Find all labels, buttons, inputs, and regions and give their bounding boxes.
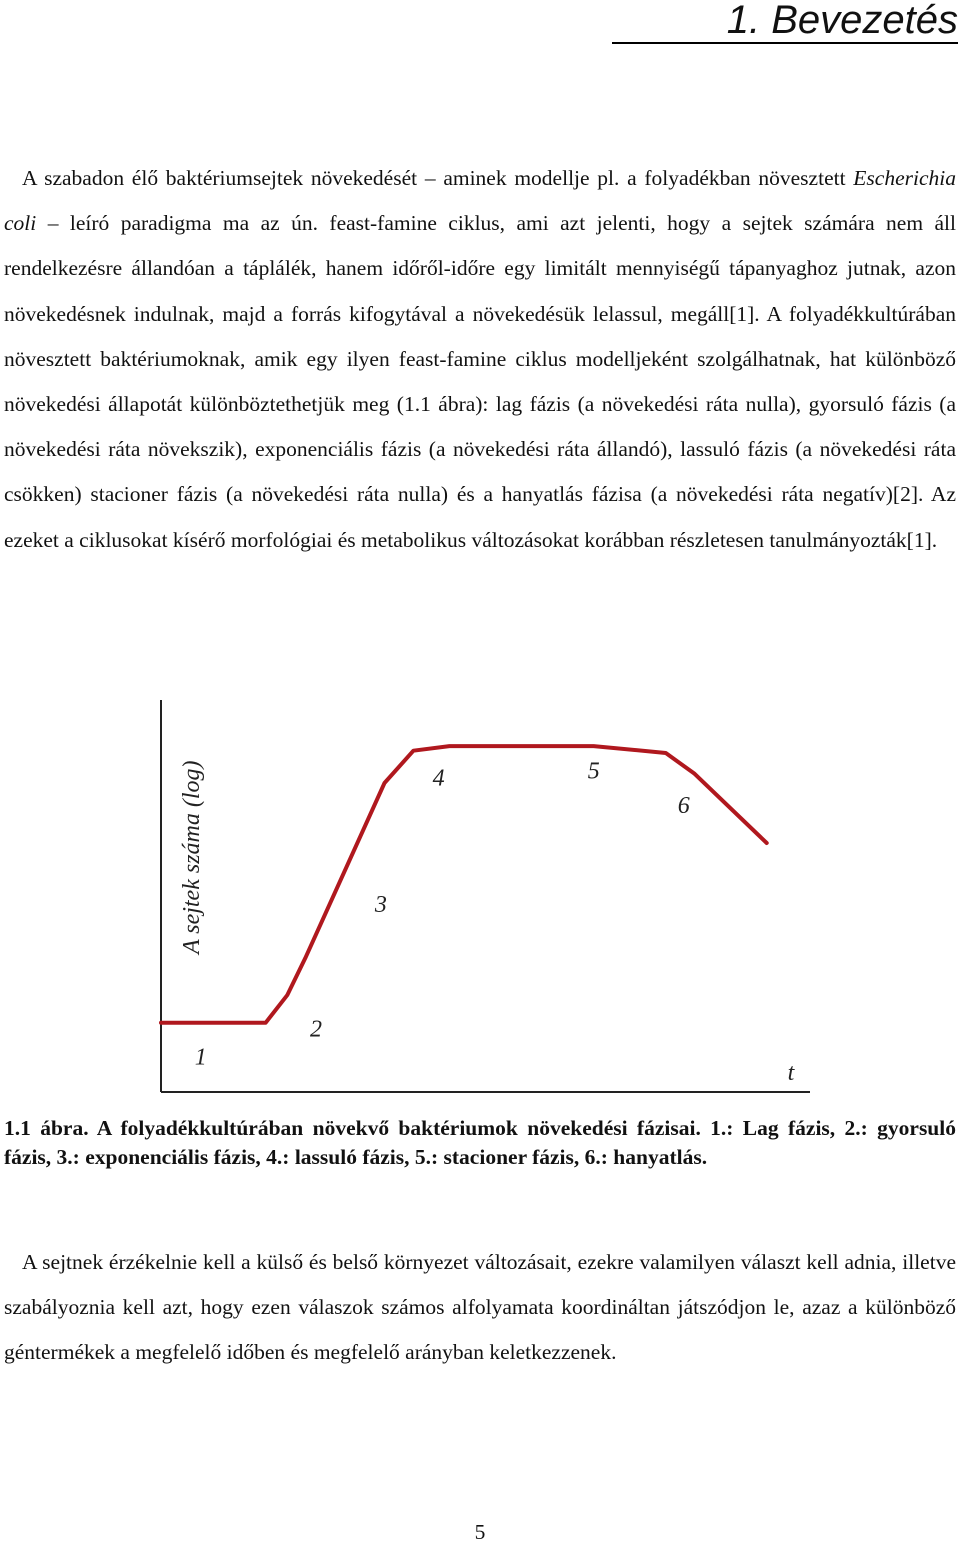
species-name: Escherichia coli bbox=[4, 166, 956, 236]
figure-caption: 1.1 ábra. A folyadékkultúrában növekvő baktériumok növekedési fázisai. 1.: Lag fázis, 2.: gyorsuló fázis, 3.: exponenciális fázis, 4.: lassuló fázis, 5.: stacioner fázis, 6.: hanyatlás. bbox=[4, 1116, 956, 1169]
phase-label-5: 5 bbox=[587, 758, 600, 785]
paragraph-text-rest: – leíró paradigma ma az ún. feast-famine ciklus, ami azt jelenti, hogy a sejtek számára nem áll rendelkezésre állandóan a táplálék, hanem időről-időre egy limitált mennyiségű tápanyaghoz jutnak, azon növekedésnek indulnak, majd a forrás kifogytával a növekedésük lelassul, megáll[1]. A folyadékkultúrában növesztett baktériumoknak, amik egy ilyen feast-famine ciklus modelljeként szolgálhatnak, hat különböző növekedési állapotát különböztethetjük meg (1.1 ábra): lag fázis (a növekedési ráta nulla), gyorsuló fázis (a növekedési ráta növekszik), exponenciális fázis (a növekedési ráta állandó), lassuló fázis (a növekedési ráta csökken) stacioner fázis (a növekedési ráta nulla) és a hanyatlás fázisa (a növekedési ráta negatív)[2]. Az ezeket a ciklusokat kísérő morfológiai és metabolikus változásokat korábban részletesen tanulmányozták[1]. bbox=[4, 211, 956, 552]
phase-label-3: 3 bbox=[374, 892, 387, 919]
growth-curve-chart bbox=[155, 700, 815, 1100]
x-axis-label: t bbox=[787, 1060, 795, 1086]
phase-label-2: 2 bbox=[310, 1016, 322, 1043]
growth-curve-line bbox=[161, 746, 767, 1023]
paragraph-text-start: A szabadon élő baktériumsejtek növekedését – aminek modellje pl. a folyadékban növesztett bbox=[22, 166, 854, 190]
intro-paragraph bbox=[4, 156, 956, 563]
page-number: 5 bbox=[474, 1520, 486, 1544]
phase-label-6: 6 bbox=[677, 793, 690, 819]
phase-label-4: 4 bbox=[432, 765, 445, 792]
body-paragraph: A sejtnek érzékelnie kell a külső és belső környezet változásait, ezekre valamilyen választ kell adnia, illetve szabályoznia kell azt, hogy ezen válaszok számos alfolyamata koordináltan játszódjon le, azaz a különböző géntermékek a megfelelő időben és megfelelő arányban keletkezzenek. bbox=[4, 1250, 956, 1365]
y-axis-label: A sejtek száma (log) bbox=[179, 760, 205, 954]
growth-curve-figure bbox=[155, 700, 815, 1100]
chapter-heading: 1. Bevezetés bbox=[612, 0, 958, 44]
phase-label-1: 1 bbox=[194, 1044, 207, 1071]
